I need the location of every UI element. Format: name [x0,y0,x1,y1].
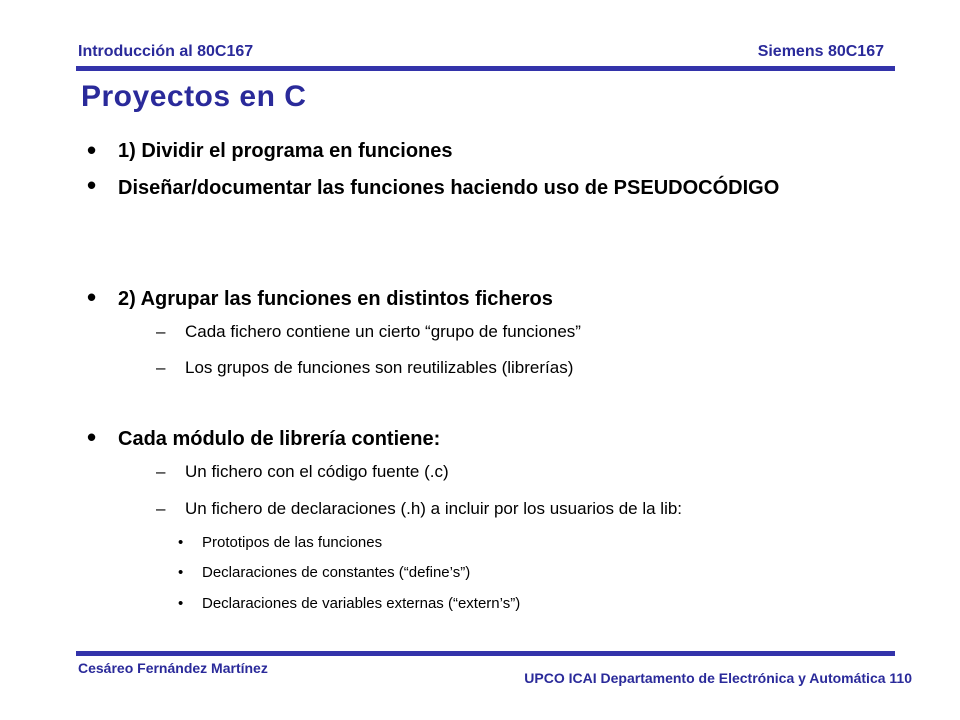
footer-divider [76,651,895,656]
dash-icon: – [156,462,166,481]
bullet-dot-icon: • [87,135,97,165]
bullet-dot-icon: • [87,422,97,452]
dash-icon: – [156,499,166,518]
bullet-text: 1) Dividir el programa en funciones [118,140,453,162]
bullet-dot-icon: • [178,595,184,612]
bullet-dot-icon: • [87,170,97,200]
header-divider [76,66,895,71]
bullet-dot-icon: • [87,282,97,312]
sub-bullet-text: Los grupos de funciones son reutilizables (librerías) [185,358,574,377]
bullet-dot-icon: • [178,534,184,551]
sub-bullet-text: Cada fichero contiene un cierto “grupo de funciones” [185,322,581,341]
bullet-dot-icon: • [178,564,184,581]
footer-author: Cesáreo Fernández Martínez [78,660,268,676]
sub-sub-bullet-text: Prototipos de las funciones [202,534,383,551]
bullet-text: Diseñar/documentar las funciones haciendo uso de PSEUDOCÓDIGO [118,177,780,199]
bullet-text: Cada módulo de librería contiene: [118,428,441,450]
header-left-title: Introducción al 80C167 [78,43,254,60]
slide-title: Proyectos en C [81,80,307,113]
sub-bullet-text: Un fichero de declaraciones (.h) a incluir por los usuarios de la lib: [185,499,683,518]
sub-sub-bullet-text: Declaraciones de variables externas (“extern’s”) [202,595,521,612]
sub-sub-bullet-text: Declaraciones de constantes (“define’s”) [202,564,471,581]
bullet-text: 2) Agrupar las funciones en distintos ficheros [118,288,553,310]
header-right-title: Siemens 80C167 [757,43,884,60]
dash-icon: – [156,322,166,341]
dash-icon: – [156,358,166,377]
sub-bullet-text: Un fichero con el código fuente (.c) [185,462,449,481]
footer-institution: UPCO ICAI Departamento de Electrónica y Automática 110 [524,670,912,686]
